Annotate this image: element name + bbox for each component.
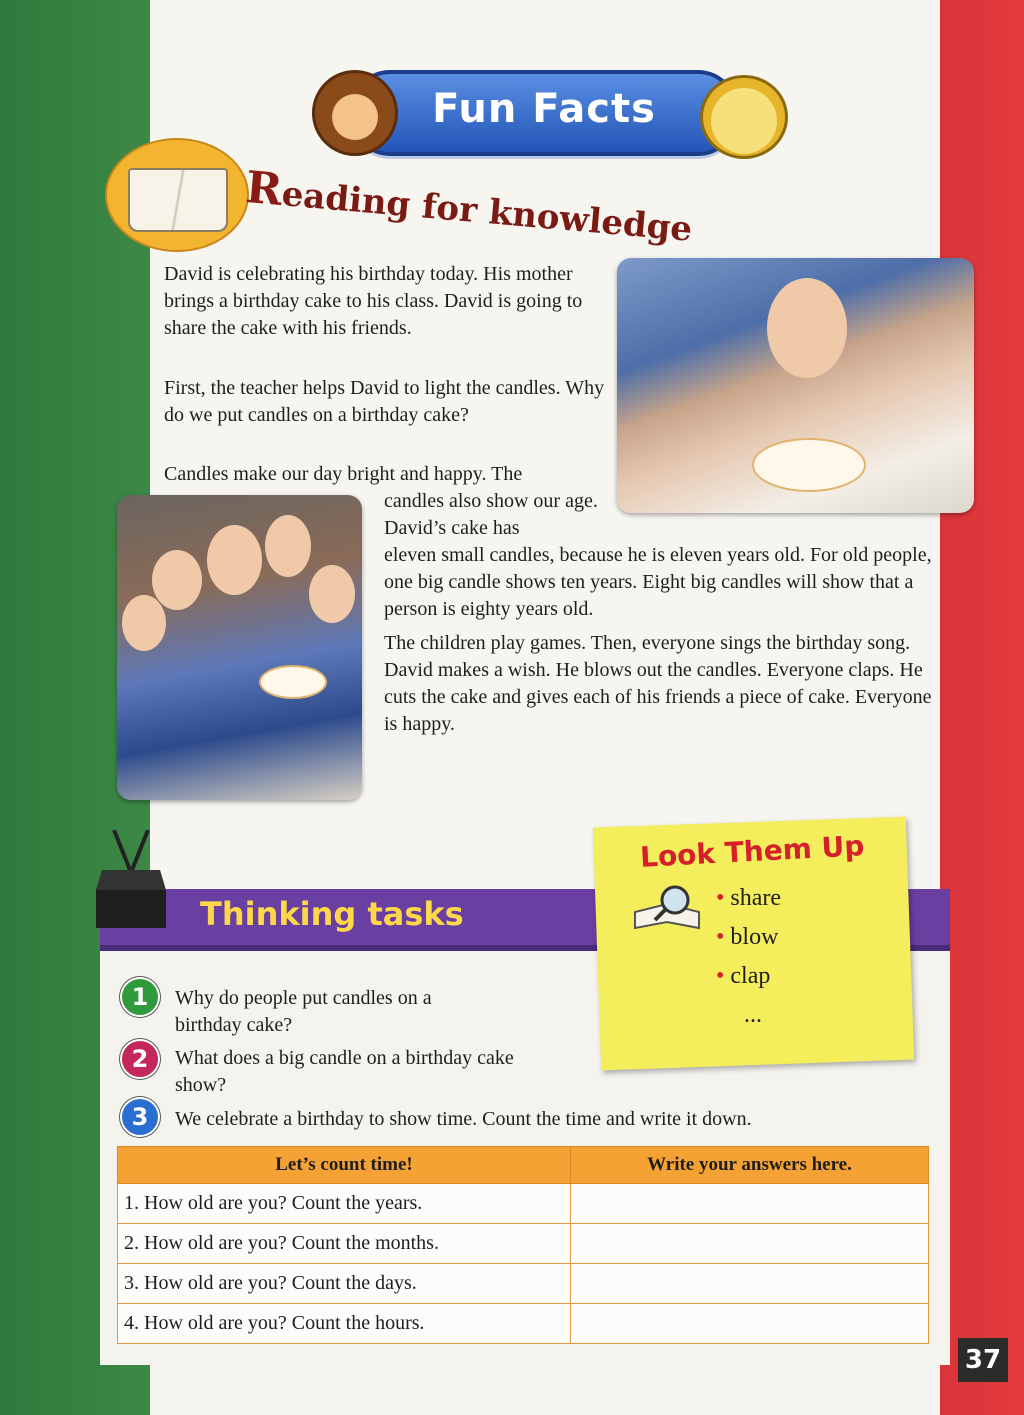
- heading-initial: R: [243, 162, 285, 216]
- question-number-2: 2: [120, 1039, 160, 1079]
- father-face: [265, 515, 311, 577]
- binder-clip-icon: [96, 830, 166, 930]
- question-3: We celebrate a birthday to show time. Count the time and write it down.: [175, 1108, 752, 1130]
- table-row: [118, 1184, 929, 1224]
- table-header-answers: Write your answers here.: [571, 1147, 929, 1184]
- table-row: [118, 1304, 929, 1344]
- answer-cell[interactable]: [571, 1264, 929, 1304]
- bullet-icon: •: [716, 963, 725, 989]
- table-question-cell: 3. How old are you? Count the days.: [118, 1264, 571, 1304]
- girl-face: [122, 595, 166, 651]
- table-question-cell: 2. How old are you? Count the months.: [118, 1224, 571, 1264]
- birthday-cake: [752, 438, 866, 492]
- grandfather-face: [207, 525, 262, 595]
- heading-rest: eading for knowledge: [280, 174, 694, 250]
- banner-title: Fun Facts: [432, 86, 656, 132]
- table-row: [118, 1264, 929, 1304]
- open-book-icon: [128, 168, 228, 232]
- answer-cell[interactable]: [571, 1184, 929, 1224]
- table-row: [118, 1224, 929, 1264]
- question-number-3: 3: [120, 1097, 160, 1137]
- birthday-cake: [259, 665, 327, 699]
- boy-with-cake-photo: [617, 258, 974, 513]
- boy-face: [767, 278, 847, 378]
- table-question-cell: 4. How old are you? Count the hours.: [118, 1304, 571, 1344]
- bullet-icon: •: [716, 885, 725, 911]
- magnifier-book-icon: [633, 882, 703, 934]
- page-number: 37: [958, 1338, 1008, 1382]
- table-question-cell: 1. How old are you? Count the years.: [118, 1184, 571, 1224]
- reading-paragraph-2: First, the teacher helps David to light the candles. Why do we put candles on a birthday cake?: [164, 377, 605, 426]
- question-1: Why do people put candles on a birthday cake?: [175, 987, 432, 1036]
- boy-face: [309, 565, 355, 623]
- word-clap: • clap: [716, 963, 771, 989]
- mother-face: [152, 550, 202, 610]
- thinking-tasks-title: Thinking tasks: [200, 895, 464, 933]
- question-2: What does a big candle on a birthday cake show?: [175, 1047, 514, 1096]
- look-them-up-title: Look Them Up: [639, 829, 866, 874]
- family-photo: [117, 495, 362, 800]
- cat-mascot-icon: [700, 75, 788, 159]
- reading-paragraph-3c: eleven small candles, because he is eleven years old. For old people, one big candle shows ten years. Eight big candles will show that a person is eighty years old.: [384, 544, 932, 620]
- reading-paragraph-3a: Candles make our day bright and happy. The: [164, 463, 523, 485]
- answer-cell[interactable]: [571, 1304, 929, 1344]
- question-number-1: 1: [120, 977, 160, 1017]
- reading-paragraph-3b: candles also show our age. David’s cake has: [384, 490, 598, 539]
- reading-paragraph-4: The children play games. Then, everyone sings the birthday song. David makes a wish. He blows out the candles. Everyone claps. He cuts the cake and gives each of his friends a piece of cake. Everyone is happy.: [384, 632, 932, 735]
- more-words-ellipsis: ...: [744, 1002, 762, 1028]
- word-blow: • blow: [716, 924, 779, 950]
- table-header-row: [118, 1147, 929, 1184]
- count-time-table: [117, 1146, 929, 1344]
- word-share: • share: [716, 885, 782, 911]
- fun-facts-banner: [350, 70, 738, 156]
- reading-paragraph-1: David is celebrating his birthday today. His mother brings a birthday cake to his class. David is going to share the cake with his friends.: [164, 263, 583, 339]
- bullet-icon: •: [716, 924, 725, 950]
- table-header-count: Let’s count time!: [118, 1147, 571, 1184]
- monkey-mascot-icon: [312, 70, 398, 156]
- answer-cell[interactable]: [571, 1224, 929, 1264]
